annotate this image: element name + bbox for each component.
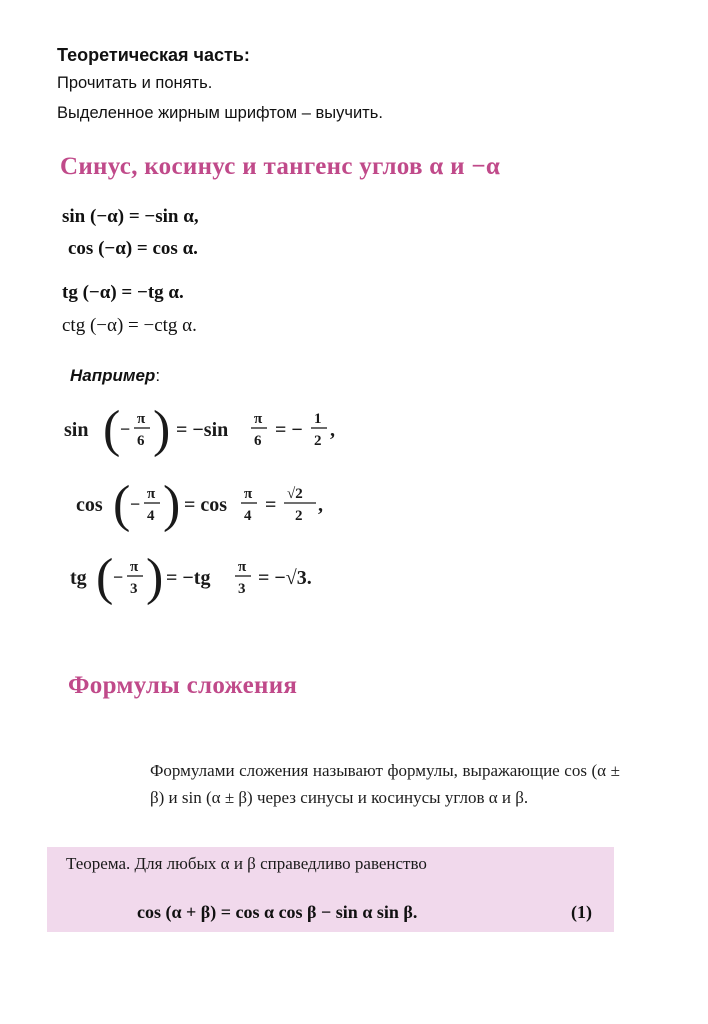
svg-text:−: − xyxy=(130,494,141,514)
example-den: 4 xyxy=(147,508,155,524)
svg-text:): ) xyxy=(146,549,164,606)
example-sin xyxy=(64,401,335,458)
example-den: 6 xyxy=(137,433,145,449)
formula-tg-negative: tg (−α) = −tg α. xyxy=(62,282,184,303)
example-rhs-den: 3 xyxy=(238,581,246,597)
example-rhs-func: = cos xyxy=(184,494,228,516)
section-heading-negative-angles: Синус, косинус и тангенс углов α и −α xyxy=(60,153,501,180)
theorem-equation-number: (1) xyxy=(571,902,592,922)
example-rhs-num: π xyxy=(254,411,263,427)
example-rhs-num: π xyxy=(238,559,247,575)
example-func: sin xyxy=(64,419,89,441)
examples-formulas xyxy=(0,390,708,620)
formula-cos-negative: cos (−α) = cos α. xyxy=(68,238,198,259)
formula-sin-negative: sin (−α) = −sin α, xyxy=(62,206,199,227)
intro-title: Теоретическая часть: xyxy=(57,45,250,65)
example-eq: = xyxy=(265,494,277,516)
svg-text:,: , xyxy=(330,419,335,441)
example-eq: = − xyxy=(275,419,303,441)
example-label: Например: xyxy=(70,366,161,385)
example-num: π xyxy=(137,411,146,427)
svg-text:−: − xyxy=(113,567,124,587)
svg-text:): ) xyxy=(153,401,171,458)
example-den: 3 xyxy=(130,581,138,597)
example-res-den: 2 xyxy=(314,433,322,449)
theorem-formula: cos (α + β) = cos α cos β − sin α sin β. xyxy=(137,902,418,922)
example-func: cos xyxy=(76,494,103,516)
example-tg xyxy=(70,549,312,606)
example-eq: = −√3. xyxy=(258,567,312,589)
example-cos xyxy=(76,476,323,533)
example-res-den: 2 xyxy=(295,508,303,524)
example-res-num: √2 xyxy=(287,486,303,502)
intro-line-memorize: Выделенное жирным шрифтом – выучить. xyxy=(57,104,383,122)
svg-text:): ) xyxy=(163,476,181,533)
intro-line-read: Прочитать и понять. xyxy=(57,74,213,92)
svg-text:(: ( xyxy=(113,476,131,533)
example-rhs-func: = −tg xyxy=(166,567,211,589)
addition-formulas-definition: Формулами сложения называют формулы, выражающие cos (α ± β) и sin (α ± β) через синусы и косинусы углов α и β. xyxy=(150,761,620,807)
example-rhs-num: π xyxy=(244,486,253,502)
example-rhs-func: = −sin xyxy=(176,419,229,441)
example-func: tg xyxy=(70,567,87,589)
svg-text:(: ( xyxy=(103,401,121,458)
theorem-statement: Теорема. Для любых α и β справедливо равенство xyxy=(66,854,427,873)
example-num: π xyxy=(147,486,156,502)
svg-text:,: , xyxy=(318,494,323,516)
example-rhs-den: 6 xyxy=(254,433,262,449)
example-res-num: 1 xyxy=(314,411,322,427)
svg-text:−: − xyxy=(120,419,131,439)
example-num: π xyxy=(130,559,139,575)
section-heading-addition-formulas: Формулы сложения xyxy=(68,672,298,699)
svg-text:(: ( xyxy=(96,549,114,606)
formula-ctg-negative: ctg (−α) = −ctg α. xyxy=(62,315,197,336)
example-rhs-den: 4 xyxy=(244,508,252,524)
